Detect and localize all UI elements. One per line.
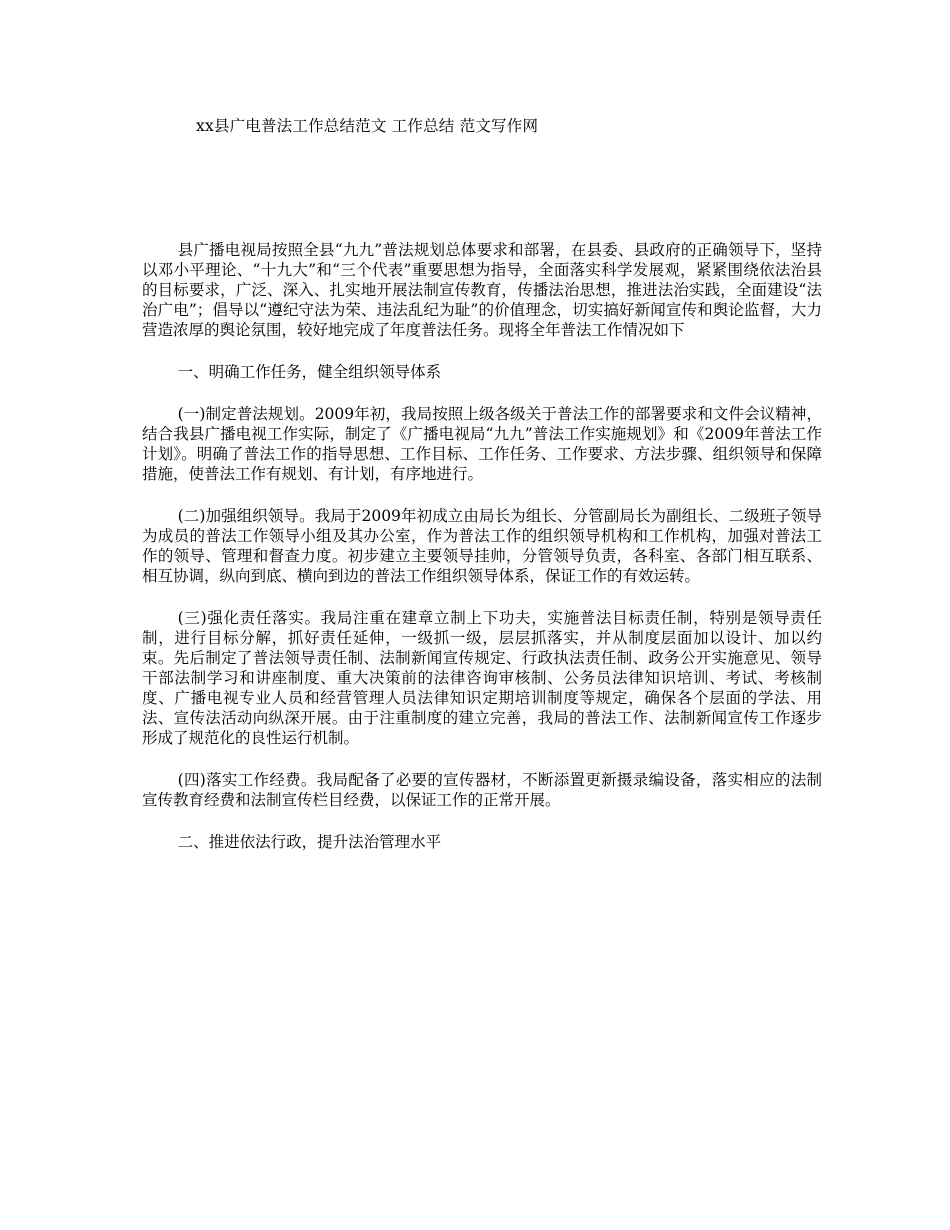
- item-2-paragraph: (二)加强组织领导。我局于2009年初成立由局长为组长、分管副局长为副组长、二级班子领导为成员的普法工作领导小组及其办公室，作为普法工作的组织领导机构和工作机构，加强对普法工作的领导、管理和督查力度。初步建立主要领导挂帅，分管领导负责，各科室、各部门相互联系、相互协调，纵向到底、横向到边的普法工作组织领导体系，保证工作的有效运转。: [142, 507, 822, 585]
- document-title: xx县广电普法工作总结范文 工作总结 范文写作网: [196, 117, 539, 135]
- item-1-paragraph: (一)制定普法规划。2009年初，我局按照上级各级关于普法工作的部署要求和文件会议精神，结合我县广播电视工作实际，制定了《广播电视局“九九”普法工作实施规划》和《2009年普法工作计划》。明确了普法工作的指导思想、工作目标、工作任务、工作要求、方法步骤、组织领导和保障措施，使普法工作有规划、有计划，有序地进行。: [142, 405, 822, 483]
- section-1-heading: 一、明确工作任务，健全组织领导体系: [177, 363, 442, 381]
- document-body: [142, 240, 822, 874]
- item-3-paragraph: (三)强化责任落实。我局注重在建章立制上下功夫，实施普法目标责任制，特别是领导责任制，进行目标分解，抓好责任延伸，一级抓一级，层层抓落实，并从制度层面加以设计、加以约束。先后制定了普法领导责任制、法制新闻宣传规定、行政执法责任制、政务公开实施意见、领导干部法制学习和讲座制度、重大决策前的法律咨询审核制、公务员法律知识培训、考试、考核制度、广播电视专业人员和经营管理人员法律知识定期培训制度等规定，确保各个层面的学法、用法、宣传法活动向纵深开展。由于注重制度的建立完善，我局的普法工作、法制新闻宣传工作逐步形成了规范化的良性运行机制。: [142, 609, 822, 747]
- section-2-heading: 二、推进依法行政，提升法治管理水平: [177, 833, 442, 851]
- item-4-paragraph: (四)落实工作经费。我局配备了必要的宣传器材，不断添置更新摄录编设备，落实相应的法制宣传教育经费和法制宣传栏目经费，以保证工作的正常开展。: [142, 771, 822, 809]
- intro-paragraph: 县广播电视局按照全县“九九”普法规划总体要求和部署，在县委、县政府的正确领导下，坚持以邓小平理论、“十九大”和“三个代表”重要思想为指导，全面落实科学发展观，紧紧围绕依法治县的目标要求，广泛、深入、扎实地开展法制宣传教育，传播法治思想，推进法治实践，全面建设“法治广电”；倡导以“遵纪守法为荣、违法乱纪为耻”的价值理念，切实搞好新闻宣传和舆论监督，大力营造浓厚的舆论氛围，较好地完成了年度普法任务。现将全年普法工作情况如下: [142, 241, 822, 339]
